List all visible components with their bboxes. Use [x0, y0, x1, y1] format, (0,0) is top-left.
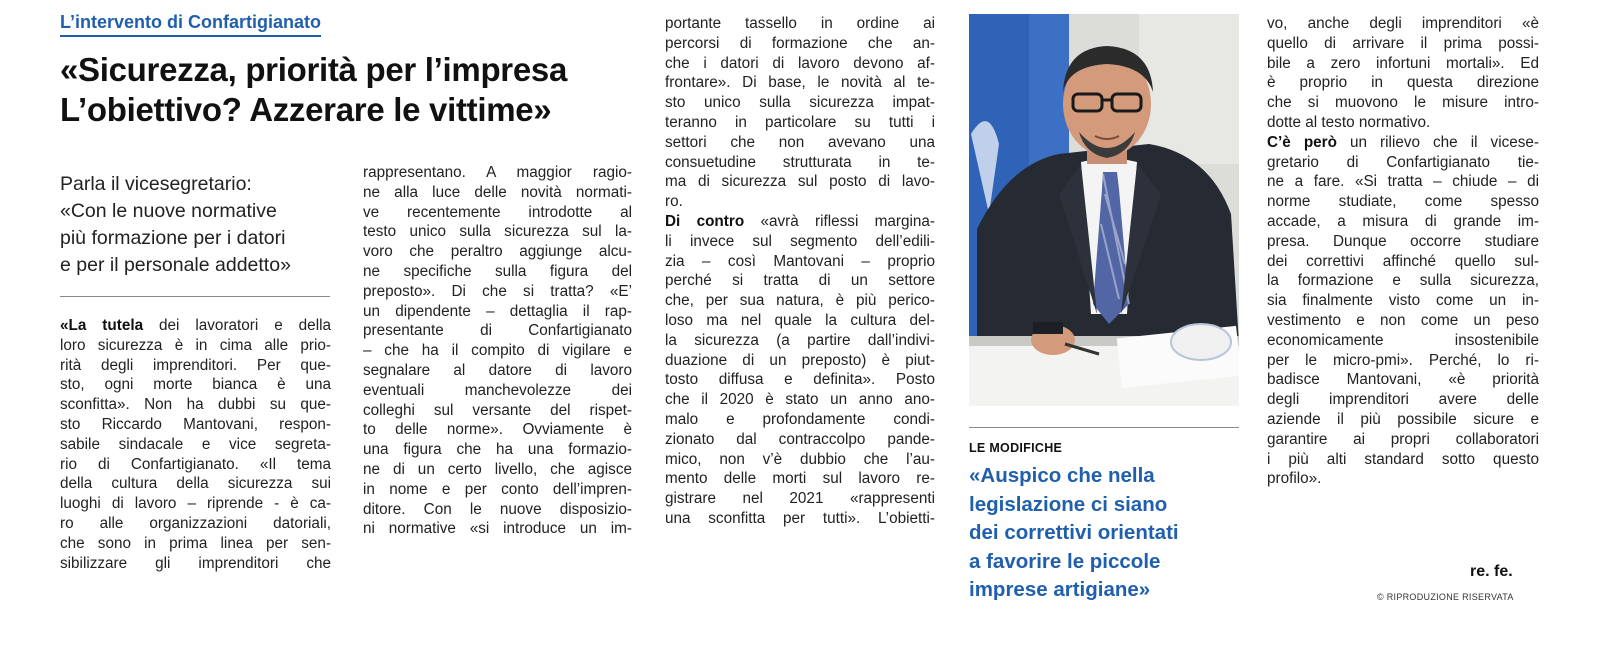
line-text: sia finalmente visto come un in- — [1267, 292, 1539, 310]
line-text: ni normative «si introduce un im- — [363, 520, 632, 538]
text-line — [665, 133, 935, 153]
text-line — [665, 509, 935, 529]
text-line — [363, 163, 632, 183]
text-line — [363, 222, 632, 242]
text-line — [665, 351, 935, 371]
line-text: gistrare nel 2021 «rappresenti — [665, 490, 935, 508]
text-line — [1267, 252, 1539, 272]
text-line — [665, 489, 935, 509]
text-line — [665, 311, 935, 331]
text-line — [665, 430, 935, 450]
line-text: segnalare al datore di lavoro — [363, 361, 632, 379]
text-line — [665, 153, 935, 173]
line-text: un dipendente – dettaglia il rap- — [363, 302, 632, 320]
line-text: tosto diffusa e definita». Posto — [665, 371, 935, 389]
text-line — [665, 469, 935, 489]
deck-divider — [60, 296, 330, 297]
line-text: voro che peraltro aggiunge alcu- — [363, 243, 632, 261]
headline — [60, 50, 640, 130]
deck-line: più formazione per i datori — [60, 227, 286, 249]
line-text: i più alti standard sotto questo — [1267, 450, 1539, 468]
pull-quote-line: legislazione ci siano — [969, 492, 1168, 516]
text-line — [1267, 113, 1539, 133]
line-text: una sconfitta per tutti». L’obietti- — [665, 509, 935, 527]
line-text: ne alla luce delle novità normati- — [363, 183, 632, 201]
pull-quote — [969, 462, 1244, 605]
text-line — [1267, 331, 1539, 351]
article-column-3 — [665, 14, 935, 529]
line-text: quello di arrivare il prima possi- — [1267, 34, 1539, 52]
text-line — [60, 316, 331, 336]
line-text: rità degli imprenditori. Per que- — [60, 356, 331, 374]
line-text: è proprio in questa direzione — [1267, 74, 1539, 92]
text-line — [363, 460, 632, 480]
deck-line: Parla il vicesegretario: — [60, 173, 252, 195]
line-text: colleghi sul versante del rispet- — [363, 401, 632, 419]
line-text: loro sicurezza è in cima alle prio- — [60, 336, 331, 354]
line-text: vo, anche degli imprenditori «è — [1267, 15, 1539, 32]
line-text: loso ma nel quale la cultura del- — [665, 311, 935, 329]
text-line — [665, 172, 935, 192]
line-text: accade, a misura di grande im- — [1267, 212, 1539, 230]
lead-in-bold: «La tutela — [60, 317, 144, 334]
caption-divider — [969, 427, 1239, 428]
text-line — [60, 514, 331, 534]
text-line — [665, 14, 935, 34]
text-line — [60, 395, 331, 415]
line-text: mento delle morti sul lavoro re- — [665, 470, 935, 488]
text-line — [60, 534, 331, 554]
line-text: la formazione e sulla sicurezza, — [1267, 272, 1539, 290]
line-text: sto, ogni morte bianca è una — [60, 376, 331, 394]
line-text: aziende il più possibile sicure e — [1267, 410, 1539, 428]
text-line — [363, 361, 632, 381]
line-text: presa. Dunque occorre studiare — [1267, 232, 1539, 250]
line-text: frontare». Di base, le novità al te- — [665, 74, 935, 92]
line-text: la sicurezza (a partire dall’indivi- — [665, 331, 935, 349]
pull-quote-line: imprese artigiane» — [969, 578, 1151, 601]
text-line — [665, 370, 935, 390]
line-text: profilo». — [1267, 470, 1322, 488]
line-text: preposto». Di che si tratta? «E’ — [363, 282, 632, 300]
text-line — [1267, 271, 1539, 291]
line-text: ve recentemente introdotte al — [363, 203, 632, 221]
text-line — [665, 331, 935, 351]
text-line — [363, 420, 632, 440]
text-line — [1267, 192, 1539, 212]
line-text: rio di Confartigianato. «Il tema — [60, 455, 331, 473]
text-line — [1267, 450, 1539, 470]
line-text: badisce Mantovani, «è priorità — [1267, 371, 1539, 389]
line-text: mico, non v’è dubbio che l’au- — [665, 450, 935, 468]
text-line — [1267, 430, 1539, 450]
line-text: dei correttivi affinché quello sul- — [1267, 252, 1539, 270]
text-line — [1267, 153, 1539, 173]
lead-in-bold: C’è però — [1267, 133, 1337, 151]
line-text: garantire ai propri collaboratori — [1267, 430, 1539, 448]
text-line — [665, 450, 935, 470]
line-text: per le micro-pmi». Perché, lo ri- — [1267, 351, 1539, 369]
text-line — [363, 282, 632, 302]
text-line — [363, 321, 632, 341]
deck-line: e per il personale addetto» — [60, 254, 291, 276]
text-line — [665, 192, 935, 212]
line-text: perché si tratta di un settore — [665, 272, 935, 290]
text-line — [60, 336, 331, 356]
line-text: zionato dal contraccolpo pande- — [665, 430, 935, 448]
headline-line-1: «Sicurezza, priorità per l’impresa — [60, 51, 568, 88]
article-column-4 — [1267, 14, 1539, 489]
text-line — [60, 375, 331, 395]
text-line — [363, 381, 632, 401]
line-text: economicamente insostenibile — [1267, 331, 1539, 349]
line-text: duazione di un preposto) è piut- — [665, 351, 935, 369]
line-text: che i datori di lavoro devono af- — [665, 54, 935, 72]
text-line — [665, 390, 935, 410]
text-line — [1267, 93, 1539, 113]
deck-line: «Con le nuove normative — [60, 200, 277, 222]
line-text: «avrà riflessi margina- — [744, 212, 935, 230]
text-line — [665, 291, 935, 311]
line-text: settori che non avevano una — [665, 133, 935, 151]
article-column-1 — [60, 316, 331, 573]
line-text: teranno in particolare su tutti i — [665, 113, 935, 131]
text-line — [665, 93, 935, 113]
line-text: ro. — [665, 193, 683, 211]
text-line — [1267, 212, 1539, 232]
text-line — [1267, 133, 1539, 153]
line-text: della cultura della sicurezza sui — [60, 475, 331, 493]
line-text: gretario di Confartigianato tie- — [1267, 153, 1539, 171]
line-text: che sono in prima linea per sen- — [60, 534, 331, 552]
text-line — [1267, 172, 1539, 192]
text-line — [363, 341, 632, 361]
text-line — [363, 401, 632, 421]
text-line — [1267, 410, 1539, 430]
line-text: ne a fare. «Si tratta – chiude – di — [1267, 173, 1539, 191]
author-signature: re. fe. — [1470, 563, 1513, 580]
text-line — [60, 435, 331, 455]
line-text: vestimento e non come un peso — [1267, 311, 1539, 329]
text-line — [665, 252, 935, 272]
line-text: una figura che ha una formazio- — [363, 441, 632, 459]
line-text: che si muovono le misure intro- — [1267, 94, 1539, 112]
line-text: percorsi di formazione che an- — [665, 34, 935, 52]
line-text: norme studiate, come spesso — [1267, 193, 1539, 211]
line-text: zia – così Mantovani – proprio — [665, 252, 935, 270]
line-text: rappresentano. A maggior ragio- — [363, 164, 632, 181]
text-line — [60, 415, 331, 435]
text-line — [1267, 54, 1539, 74]
text-line — [1267, 291, 1539, 311]
article-column-2 — [363, 163, 632, 539]
line-text: ma di sicurezza sul posto di lavo- — [665, 173, 935, 191]
line-text: testo unico sulla sicurezza sul la- — [363, 223, 632, 241]
text-line — [363, 302, 632, 322]
text-line — [60, 474, 331, 494]
line-text: sibilizzare gli imprenditori che — [60, 554, 331, 572]
line-text: che il 2020 è stato un anno ano- — [665, 391, 935, 409]
line-text: sto unico sulla sicurezza impat- — [665, 94, 935, 112]
line-text: in nome e per conto dell’impren- — [363, 480, 632, 498]
text-line — [363, 183, 632, 203]
line-text: li invece sul segmento dell’edili- — [665, 232, 935, 250]
line-text: ditore. Con le nuove disposizio- — [363, 500, 632, 518]
text-line — [1267, 232, 1539, 252]
text-line — [665, 271, 935, 291]
lead-in-bold: Di contro — [665, 212, 745, 230]
line-text: ne di un certo livello, che agisce — [363, 460, 632, 478]
line-text: portante tassello in ordine ai — [665, 15, 935, 32]
text-line — [665, 212, 935, 232]
line-text: che, per sua natura, è più perico- — [665, 292, 935, 310]
line-text: degli imprenditori avere delle — [1267, 391, 1539, 409]
text-line — [60, 356, 331, 376]
text-line — [1267, 390, 1539, 410]
caption-label: LE MODIFICHE — [969, 441, 1063, 455]
text-line — [1267, 14, 1539, 34]
text-line — [1267, 73, 1539, 93]
text-line — [60, 455, 331, 475]
line-text: sabile sindacale e vice segreta- — [60, 435, 331, 453]
line-text: sto Riccardo Mantovani, respon- — [60, 415, 331, 433]
text-line — [363, 242, 632, 262]
copyright-notice: © RIPRODUZIONE RISERVATA — [1377, 592, 1514, 602]
text-line — [363, 500, 632, 520]
portrait-illustration — [969, 14, 1239, 406]
text-line — [363, 262, 632, 282]
text-line — [363, 480, 632, 500]
line-text: luoghi di lavoro – riprende - è ca- — [60, 495, 331, 513]
text-line — [1267, 311, 1539, 331]
line-text: consuetudine strutturata in te- — [665, 153, 935, 171]
line-text: eventuali manchevolezze dei — [363, 381, 632, 399]
text-line — [1267, 351, 1539, 371]
text-line — [363, 519, 632, 539]
line-text: bile a zero infortuni mortali». Ed — [1267, 54, 1539, 72]
text-line — [665, 54, 935, 74]
line-text: dotte al testo normativo. — [1267, 113, 1431, 131]
text-line — [665, 232, 935, 252]
pull-quote-line: dei correttivi orientati — [969, 521, 1179, 544]
line-text: sconfitta». Non ha dubbi su que- — [60, 396, 331, 414]
text-line — [363, 440, 632, 460]
text-line — [665, 34, 935, 54]
text-line — [1267, 469, 1539, 489]
deck-subheading — [60, 171, 335, 279]
pull-quote-line: a favorire le piccole — [969, 549, 1161, 573]
text-line — [363, 203, 632, 223]
line-text: dei lavoratori e della — [143, 317, 331, 334]
line-text: ro alle organizzazioni datoriali, — [60, 514, 331, 532]
section-kicker: L’intervento di Confartigianato — [60, 12, 321, 37]
text-line — [1267, 34, 1539, 54]
text-line — [665, 73, 935, 93]
text-line — [1267, 370, 1539, 390]
pull-quote-line: «Auspico che nella — [969, 464, 1155, 487]
text-line — [665, 410, 935, 430]
line-text: – che ha il compito di vigilare e — [363, 342, 632, 360]
line-text: ne specifiche sulla figura del — [363, 262, 632, 280]
line-text: to delle norme». Ovviamente è — [363, 421, 632, 439]
text-line — [60, 494, 331, 514]
text-line — [60, 554, 331, 574]
portrait-photo — [969, 14, 1239, 406]
line-text: malo e profondamente condi- — [665, 410, 935, 428]
line-text: un rilievo che il vicese- — [1336, 133, 1539, 151]
text-line — [665, 113, 935, 133]
line-text: presentante di Confartigianato — [363, 322, 632, 340]
headline-line-2: L’obiettivo? Azzerare le vittime» — [60, 91, 552, 128]
